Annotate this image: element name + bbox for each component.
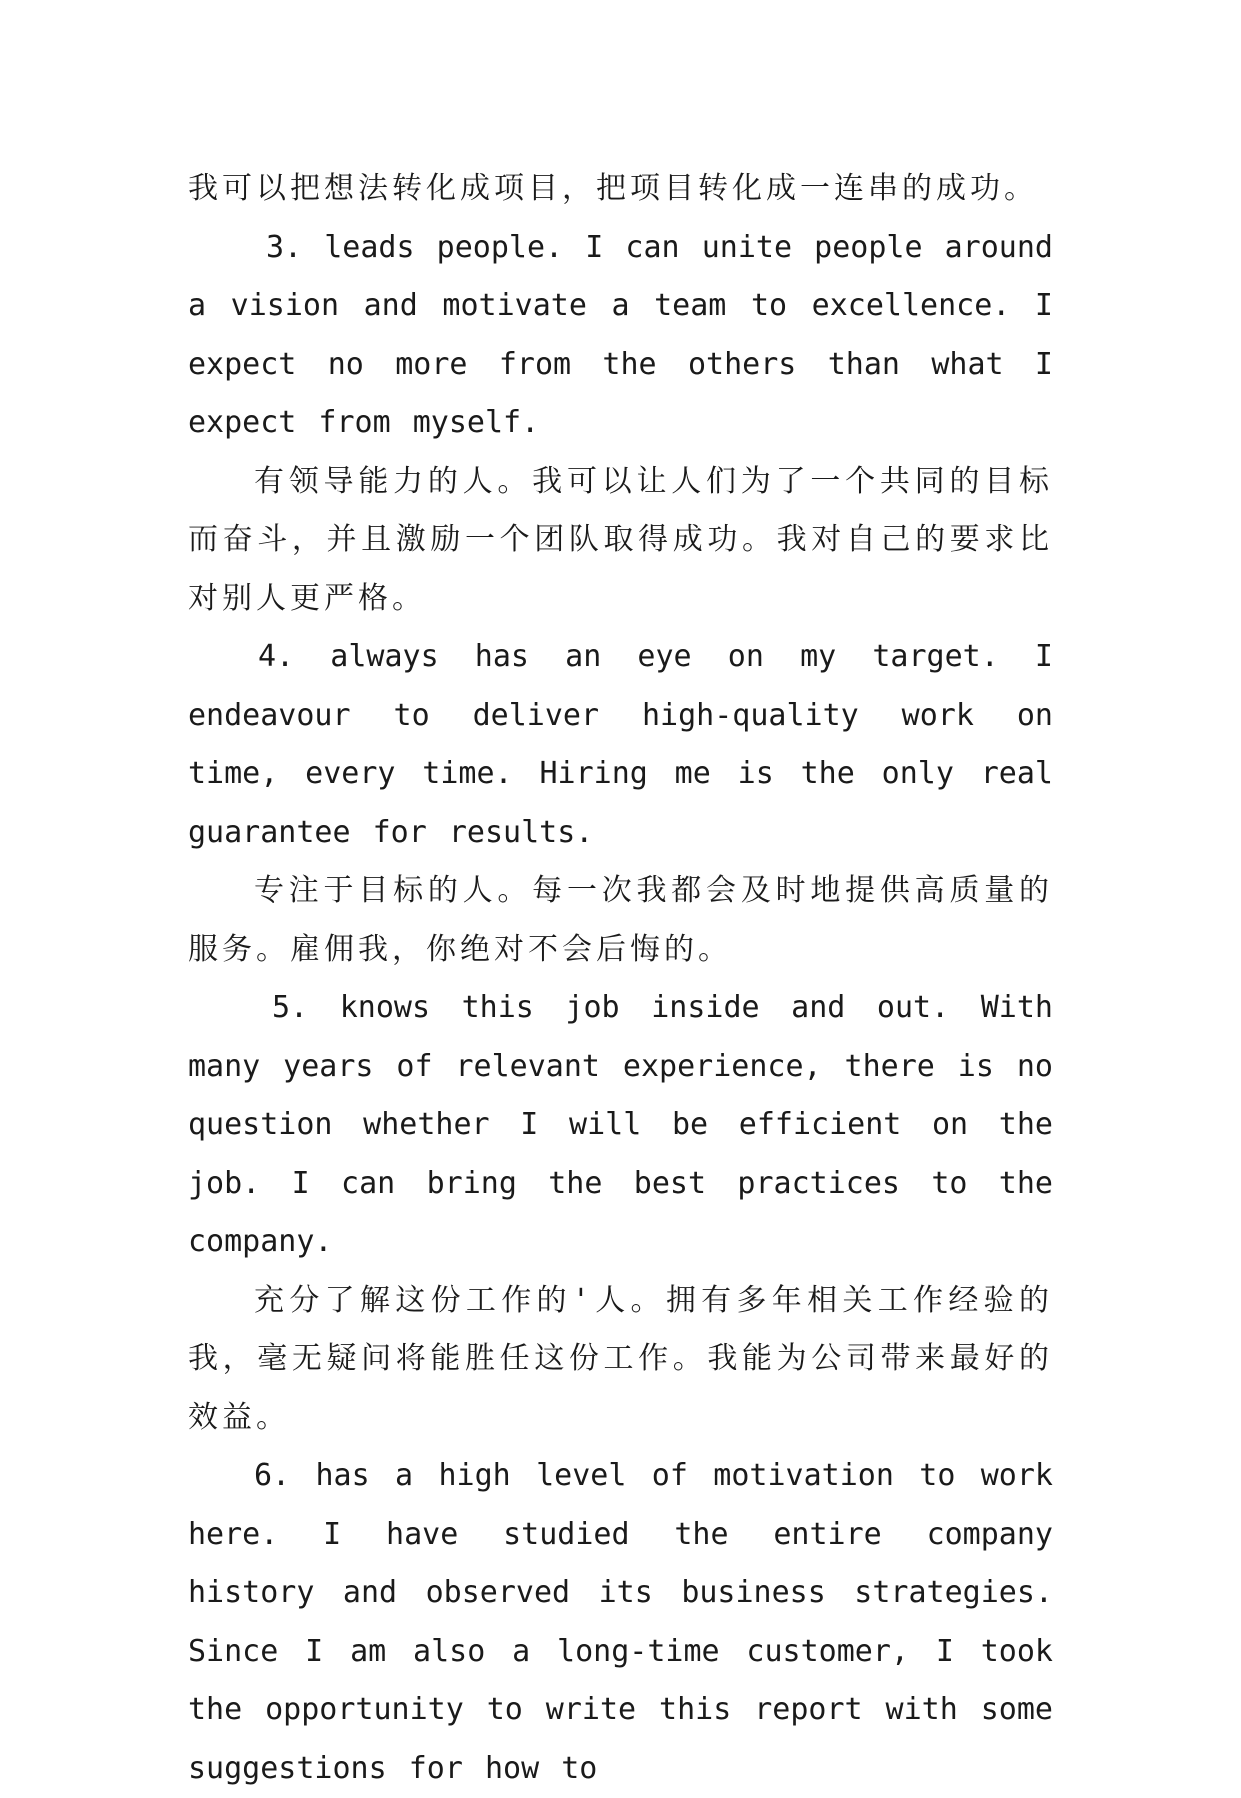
document-body	[188, 160, 1053, 1798]
paragraph-cn-leadership: 有领导能力的人。我可以让人们为了一个共同的目标而奋斗，并且激励一个团队取得成功。我对自己的要求比对别人更严格。	[188, 463, 1053, 616]
paragraph-en-eye-on-target: 4. always has an eye on my target. I endeavour to deliver high-quality work on time, every time. Hiring me is the only real guarantee for results.	[188, 639, 1053, 850]
paragraph-en-knows-job: 5. knows this job inside and out. With many years of relevant experience, there is no question whether I will be efficient on the job. I can bring the best practices to the company.	[188, 990, 1053, 1259]
paragraph-cn-understands-job: 充分了解这份工作的'人。拥有多年相关工作经验的我，毫无疑问将能胜任这份工作。我能为公司带来最好的效益。	[188, 1282, 1053, 1435]
paragraph-en-leads-people: 3. leads people. I can unite people around a vision and motivate a team to excellence. I expect no more from the others than what I expect from myself.	[188, 229, 1053, 440]
paragraph-cn-ideas-to-projects: 我可以把想法转化成项目，把项目转化成一连串的成功。	[188, 171, 1038, 206]
paragraph-en-motivation: 6. has a high level of motivation to work here. I have studied the entire company history and observed its business strategies. Since I am also a long-time customer, I took the opportunity to write this report with some suggestions for how to	[188, 1458, 1053, 1786]
paragraph-cn-focus-on-goal: 专注于目标的人。每一次我都会及时地提供高质量的服务。雇佣我，你绝对不会后悔的。	[188, 873, 1053, 967]
